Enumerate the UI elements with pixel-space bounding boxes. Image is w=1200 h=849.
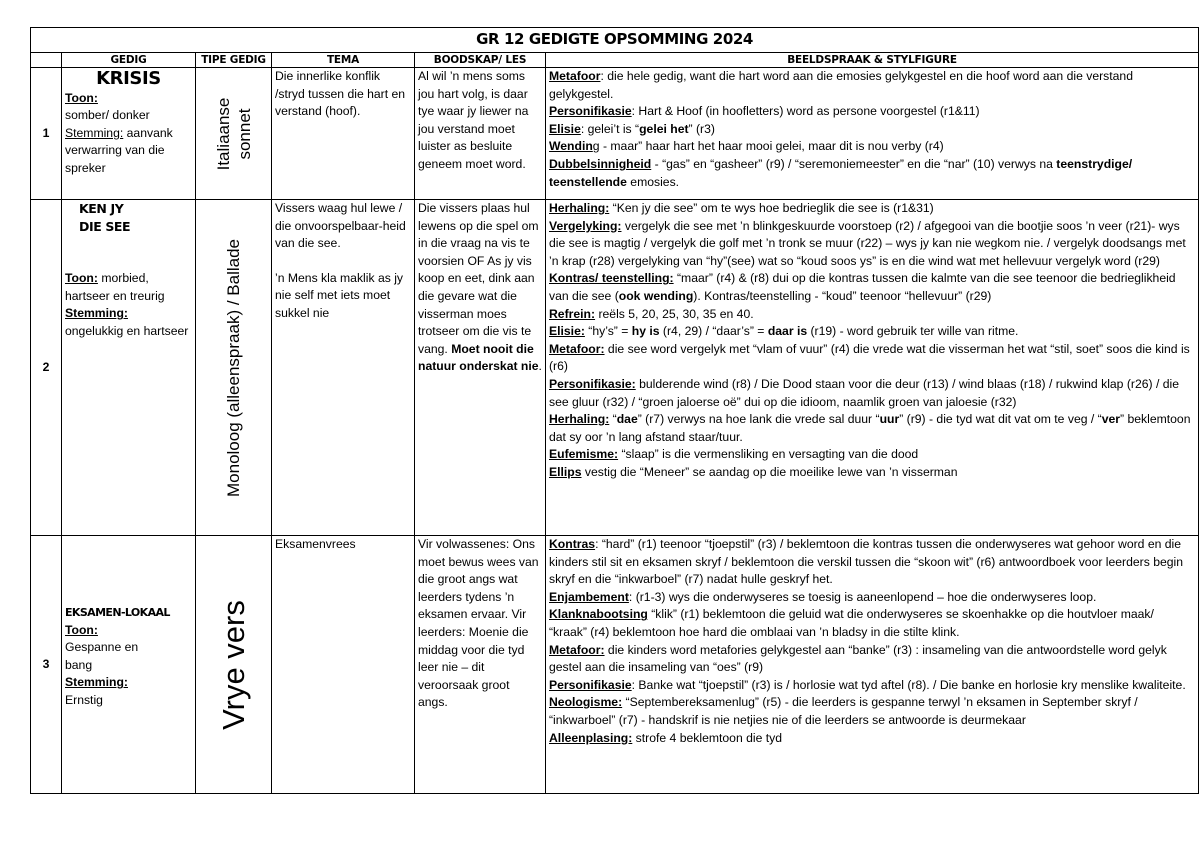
poem-type: Italiaanse sonnet xyxy=(213,97,254,170)
tema-cell: Eksamenvrees xyxy=(272,536,415,794)
stemming-value: ongelukkig en hartseer xyxy=(65,323,189,338)
header-gedig: GEDIG xyxy=(62,53,196,68)
header-tipe: TIPE GEDIG xyxy=(196,53,272,68)
row-number: 1 xyxy=(31,68,62,200)
features-cell: Herhaling: “Ken jy die see” om te wys hoe bedrieglik die see is (r1&31) Vergelyking: vergelyk die see met ’n blinkgeskuurde voorstoep (r2) / afgegooi van die bootjie soos ’n veer (r21)- wys die see is magtig / vergelyk die golf met ’n tronk se muur (r22) – wys jy kan nie wegkom nie. / vergelyk doodsangs met ’n krap (r28) vergelyking van “hy”(see) wat so “koud soos ys” is en die wind wat met hellevuur vergelyk word (r29) Kontras/ teenstelling: “maar” (r4) & (r8) dui op die kontras tussen die kalmte van die see teenoor die bedrieglikheid van die see (ook wending). Kontras/teenstelling - “koud” teenoor “hellevuur” (r29) Refrein: reëls 5, 20, 25, 30, 35 en 40. Elisie: “hy’s” = hy is (r4, 29) / “daar’s” = daar is (r19) - word gebruik ter wille van ritme. Metafoor: die see word vergelyk met “vlam of vuur” (r4) die vrede wat die visserman het wat “stil, soet” soos die kind is (r6) Personifikasie: bulderende wind (r8) / Die Dood staan voor die deur (r13) / wind blaas (r18) / rukwind klap (r26) / die see gluur (r32) / “groen jaloerse oë” dui op die idioom, naamlik groen van jaloesie (r32) Herhaling: “dae” (r7) verwys na hoe lank die vrede sal duur “uur” (r9) - die tyd wat dit vat om te veg / “ver” beklemtoon dat sy oor ’n lang afstand staar/tuur. Eufemisme: “slaap” is die vermensliking en versagting van die dood Ellips vestig die “Meneer” se aandag op die moeilike lewe van ’n visserman xyxy=(546,200,1199,536)
poem-title: KRISIS xyxy=(96,68,161,89)
stemming-label: Stemming: xyxy=(65,306,128,321)
header-boodskap: BOODSKAP/ LES xyxy=(415,53,546,68)
table-row xyxy=(31,536,1199,794)
poem-title: EKSAMEN-LOKAAL xyxy=(65,606,170,619)
stemming-value-cont: verwarring van die spreker xyxy=(65,143,165,175)
table-row xyxy=(31,200,1199,536)
toon-value: somber/ donker xyxy=(65,108,150,123)
poem-cell xyxy=(62,200,196,536)
boodskap-cell: Al wil ’n mens soms jou hart volg, is daar tye waar jy liewer na jou verstand moet luister as besluite geneem moet word. xyxy=(415,68,546,200)
boodskap-cell: Die vissers plaas hul lewens op die spel om in die vraag na vis te voorsien OF As jy vis koop en eet, dink aan die gevare wat die visserman moes trotseer om die vis te vang. Moet nooit die natuur onderskat nie. xyxy=(415,200,546,536)
features-cell: Metafoor: die hele gedig, want die hart word aan die emosies gelykgestel en die hoof word aan die verstand gelykgestel. Personifikasie: Hart & Hoof (in hoofletters) word as persone voorgestel (r1&11) Elisie: gelei’t is “gelei het” (r3) Wending - maar” haar hart het haar mooi gelei, maar dit is nou verby (r4) Dubbelsinnigheid - “gas” en “gasheer” (r9) / “seremoniemeester” en die “nar” (10) verwys na teenstrydige/ teenstellende emosies. xyxy=(546,68,1199,200)
toon-label: Toon: xyxy=(65,622,98,637)
table-row xyxy=(31,68,1199,200)
toon-label: Toon: xyxy=(65,90,98,105)
toon-value: morbied, hartseer en treurig xyxy=(65,271,165,303)
header-tema: TEMA xyxy=(272,53,415,68)
boodskap-cell: Vir volwassenes: Ons moet bewus wees van die groot angs wat leerders tydens ’n eksamen ervaar. Vir leerders: Moenie die middag voor die tyd leer nie – dit veroorsaak groot angs. xyxy=(415,536,546,794)
type-cell xyxy=(196,68,272,200)
poem-title-line2: DIE SEE xyxy=(79,218,131,234)
tema-cell: Die innerlike konflik /stryd tussen die hart en verstand (hoof). xyxy=(272,68,415,200)
stemming-label: Stemming: xyxy=(65,675,128,690)
poem-cell xyxy=(62,536,196,794)
header-number xyxy=(31,53,62,68)
tema-cell: Vissers waag hul lewe / die onvoorspelbaar-heid van die see. ’n Mens kla maklik as jy nie self met iets moet sukkel nie xyxy=(272,200,415,536)
page-title: GR 12 GEDIGTE OPSOMMING 2024 xyxy=(31,28,1199,53)
type-cell xyxy=(196,536,272,794)
row-number: 3 xyxy=(31,536,62,794)
toon-value: Gespanne en bang xyxy=(65,640,139,672)
poem-title-line1: KEN JY xyxy=(79,201,124,216)
header-beeldspraak: BEELDSPRAAK & STYLFIGURE xyxy=(546,53,1199,68)
stemming-value: Ernstig xyxy=(65,692,103,707)
stemming-label: Stemming: xyxy=(65,125,124,140)
toon-label: Toon: xyxy=(65,271,98,286)
type-cell xyxy=(196,200,272,536)
stemming-value: aanvank xyxy=(123,125,173,140)
poem-cell xyxy=(62,68,196,200)
features-cell: Kontras: “hard” (r1) teenoor “tjoepstil” (r3) / beklemtoon die kontras tussen die onderwyseres wat gehoor word en die kinders stil sit en eksamen skryf / beklemtoon die verskil tussen die “skoon wit” (r6) antwoordboek voor leerders begin skryf en die “inkwarboel” (r7) nadat hulle geskryf het. Enjambement: (r1-3) wys die onderwyseres se toesig is aaneenlopend – hoe die onderwyseres loop. Klanknabootsing “klik” (r1) beklemtoon die geluid wat die onderwyseres se skoenhakke op die houtvloer maak/ “kraak” (r4) beklemtoon hoe hard die omblaai van ’n bladsy in die stilte klink. Metafoor: die kinders word metafories gelykgestel aan “banke” (r3) : insameling van die antwoordstelle word gelyk gestel aan die insameling van “oes” (r9) Personifikasie: Banke wat “tjoepstil” (r3) is / horlosie wat tyd aftel (r8). / Die banke en horlosie kry menslike kwaliteite. Neologisme: “Septembereksamenlug” (r5) - die leerders is gespanne terwyl ’n eksamen in September skryf / “inkwarboel” (r7) - handskrif is nie netjies nie of die leerders se antwoorde is deurmekaar Alleenplasing: strofe 4 beklemtoon die tyd xyxy=(546,536,1199,794)
row-number: 2 xyxy=(31,200,62,536)
poem-type: Monoloog (alleenspraak) / Ballade xyxy=(223,238,243,497)
summary-table xyxy=(30,27,1199,794)
poem-type: Vrye vers xyxy=(215,599,251,730)
